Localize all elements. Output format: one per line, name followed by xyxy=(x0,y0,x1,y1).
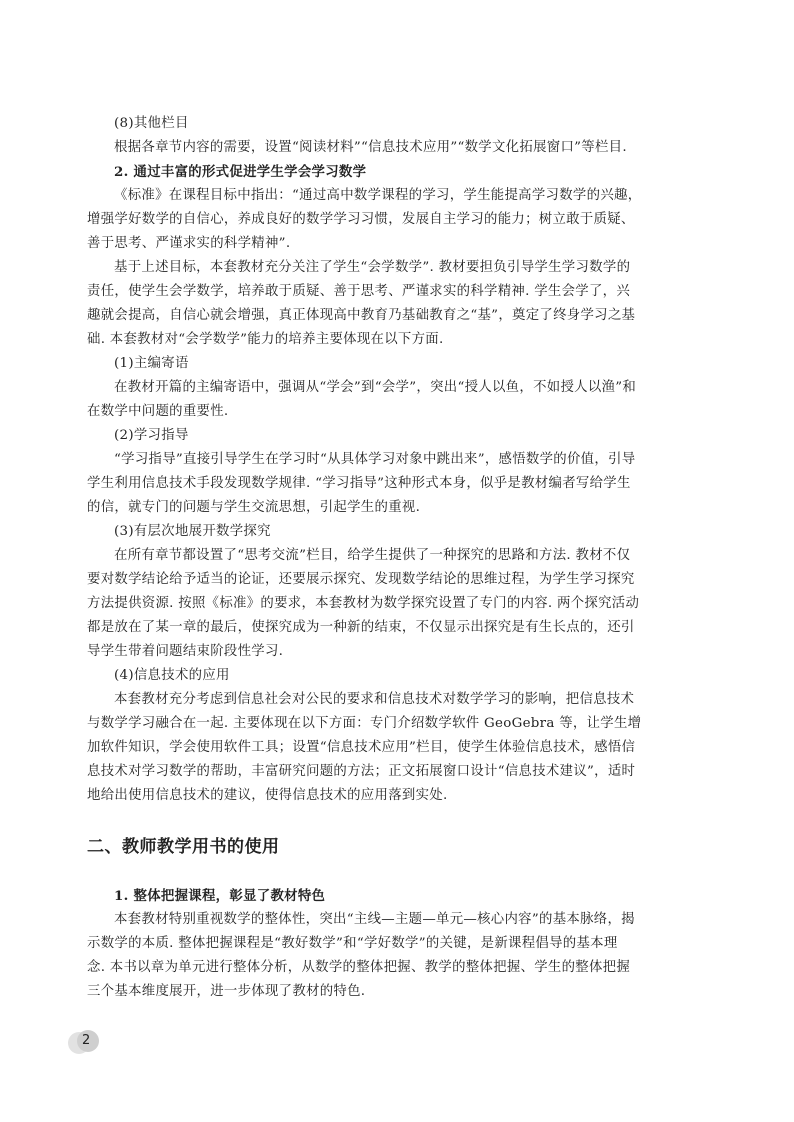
text-line: 在教材开篇的主编寄语中，强调从“学会”到“会学”，突出“授人以鱼，不如授人以渔”和 xyxy=(114,380,637,395)
page-number: 2 xyxy=(82,1033,91,1048)
text-line: 本套教材特别重视数学的整体性，突出“主线—主题—单元—核心内容”的基本脉络，揭 xyxy=(114,912,635,927)
text-line: 都是放在了某一章的最后，使探究成为一种新的结束，不仅显示出探究是有生长点的，还引 xyxy=(87,620,635,635)
text-line: 础. 本套教材对“会学数学”能力的培养主要体现在以下方面. xyxy=(87,332,444,347)
text-line: (8)其他栏目 xyxy=(114,116,189,131)
text-line: 学生利用信息技术手段发现数学规律. “学习指导”这种形式本身，似乎是教材编者写给学生 xyxy=(87,476,631,491)
text-line: 的信，就专门的问题与学生交流思想，引起学生的重视. xyxy=(87,500,421,515)
text-line: 基于上述目标，本套教材充分关注了学生“会学数学”. 教材要担负引导学生学习数学的 xyxy=(114,260,631,275)
section-heading: 二、教师教学用书的使用 xyxy=(87,837,280,857)
text-line: “学习指导”直接引导学生在学习时“从具体学习对象中跳出来”，感悟数学的价值，引导 xyxy=(114,452,636,467)
text-line: 导学生带着问题结束阶段性学习. xyxy=(87,644,284,659)
text-line: (3)有层次地展开数学探究 xyxy=(114,524,271,539)
text-line: 念. 本书以章为单元进行整体分析，从数学的整体把握、教学的整体把握、学生的整体把握 xyxy=(87,960,631,975)
text-line: 责任，使学生会学数学，培养敢于质疑、善于思考、严谨求实的科学精神. 学生会学了，兴 xyxy=(87,284,631,299)
page-number-badge xyxy=(68,1030,108,1056)
text-line: 示数学的本质. 整体把握课程是“教好数学”和“学好数学”的关键，是新课程倡导的基本理 xyxy=(87,936,618,951)
text-line: 善于思考、严谨求实的科学精神”. xyxy=(87,236,291,251)
page-content xyxy=(87,112,712,1004)
text-line: 与数学学习融合在一起. 主要体现在以下方面：专门介绍数学软件 GeoGebra 等，让学生增 xyxy=(87,716,642,731)
text-line: 在数学中问题的重要性. xyxy=(87,404,229,419)
text-line: 本套教材充分考虑到信息社会对公民的要求和信息技术对数学学习的影响，把信息技术 xyxy=(114,692,635,707)
text-line: 三个基本维度展开，进一步体现了教材的特色. xyxy=(87,984,366,999)
text-line: 根据各章节内容的需要，设置“阅读材料”“信息技术应用”“数学文化拓展窗口”等栏目. xyxy=(114,140,627,155)
text-line: 加软件知识，学会使用软件工具；设置“信息技术应用”栏目，使学生体验信息技术，感悟信 xyxy=(87,740,636,755)
subheading: 1. 整体把握课程，彰显了教材特色 xyxy=(114,888,326,904)
text-line: 《标准》在课程目标中指出：“通过高中数学课程的学习，学生能提高学习数学的兴趣， xyxy=(114,188,642,203)
text-line: (4)信息技术的应用 xyxy=(114,668,230,683)
text-line: (2)学习指导 xyxy=(114,428,189,443)
text-line: 地给出使用信息技术的建议，使得信息技术的应用落到实处. xyxy=(87,788,448,803)
text-line: 增强学好数学的自信心，养成良好的数学学习习惯，发展自主学习的能力；树立敢于质疑、 xyxy=(87,212,635,227)
text-line: 趣就会提高，自信心就会增强，真正体现高中教育乃基础教育之“基”，奠定了终身学习之基 xyxy=(87,308,636,323)
text-block-intro xyxy=(87,112,712,808)
text-line: 息技术对学习数学的帮助，丰富研究问题的方法；正文拓展窗口设计“信息技术建议”，适时 xyxy=(87,764,636,779)
text-line: (1)主编寄语 xyxy=(114,356,189,371)
text-line: 在所有章节都设置了“思考交流”栏目，给学生提供了一种探究的思路和方法. 教材不仅 xyxy=(114,548,631,563)
text-block-section-two xyxy=(87,884,712,1004)
text-line: 要对数学结论给予适当的论证，还要展示探究、发现数学结论的思维过程，为学生学习探究 xyxy=(87,572,635,587)
text-line: 方法提供资源. 按照《标准》的要求，本套教材为数学探究设置了专门的内容. 两个探究活动 xyxy=(87,596,640,611)
subheading: 2. 通过丰富的形式促进学生学会学习数学 xyxy=(114,164,367,180)
